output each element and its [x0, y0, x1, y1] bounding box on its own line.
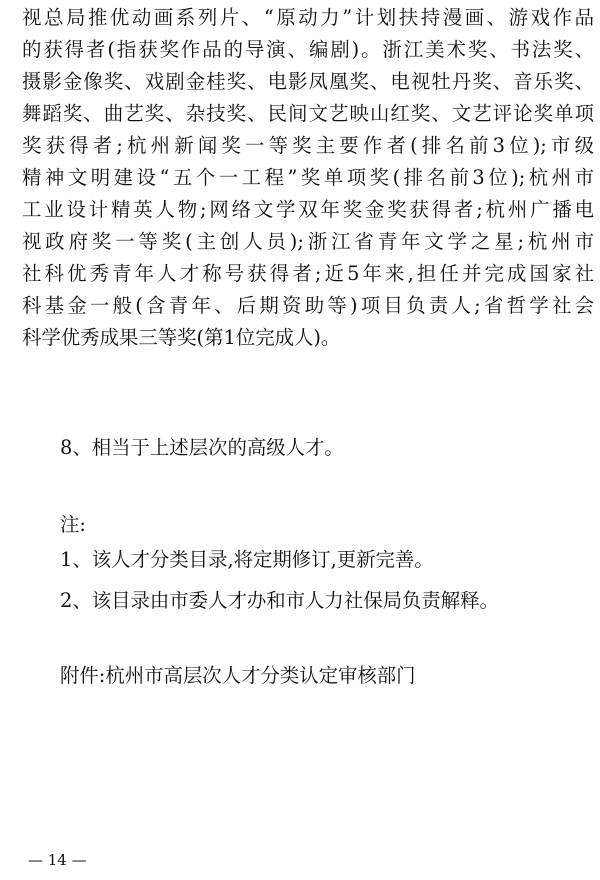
paragraph-line: 社科优秀青年人才称号获得者;近5年来,担任并完成国家社	[22, 262, 594, 285]
paragraph-line: 舞蹈奖、曲艺奖、杂技奖、民间文艺映山红奖、文艺评论奖单项	[22, 102, 594, 125]
attachment-line: 附件:杭州市高层次人才分类认定审核部门	[60, 664, 416, 687]
paragraph-line: 工业设计精英人物;网络文学双年奖金奖获得者;杭州广播电	[22, 198, 594, 221]
paragraph-line: 视政府奖一等奖(主创人员);浙江省青年文学之星;杭州市	[22, 230, 594, 253]
award-list-paragraph	[22, 2, 594, 354]
paragraph-line: 摄影金像奖、戏剧金桂奖、电影凤凰奖、电视牡丹奖、音乐奖、	[22, 70, 594, 93]
note-item-2: 2、该目录由市委人才办和市人力社保局负责解释。	[60, 589, 499, 612]
paragraph-line: 科学优秀成果三等奖(第1位完成人)。	[22, 326, 341, 349]
item-8: 8、相当于上述层次的高级人才。	[60, 436, 344, 459]
paragraph-line: 奖获得者;杭州新闻奖一等奖主要作者(排名前3位);市级	[22, 134, 594, 157]
paragraph-line: 科基金一般(含青年、后期资助等)项目负责人;省哲学社会	[22, 294, 594, 317]
page-number: — 14 —	[28, 851, 87, 869]
paragraph-line: 的获得者(指获奖作品的导演、编剧)。浙江美术奖、书法奖、	[22, 38, 594, 61]
note-heading: 注:	[60, 513, 86, 536]
paragraph-line: 精神文明建设“五个一工程”奖单项奖(排名前3位);杭州市	[22, 166, 594, 189]
paragraph-line: 视总局推优动画系列片、“原动力”计划扶持漫画、游戏作品	[22, 6, 594, 29]
note-item-1: 1、该人才分类目录,将定期修订,更新完善。	[60, 548, 434, 571]
